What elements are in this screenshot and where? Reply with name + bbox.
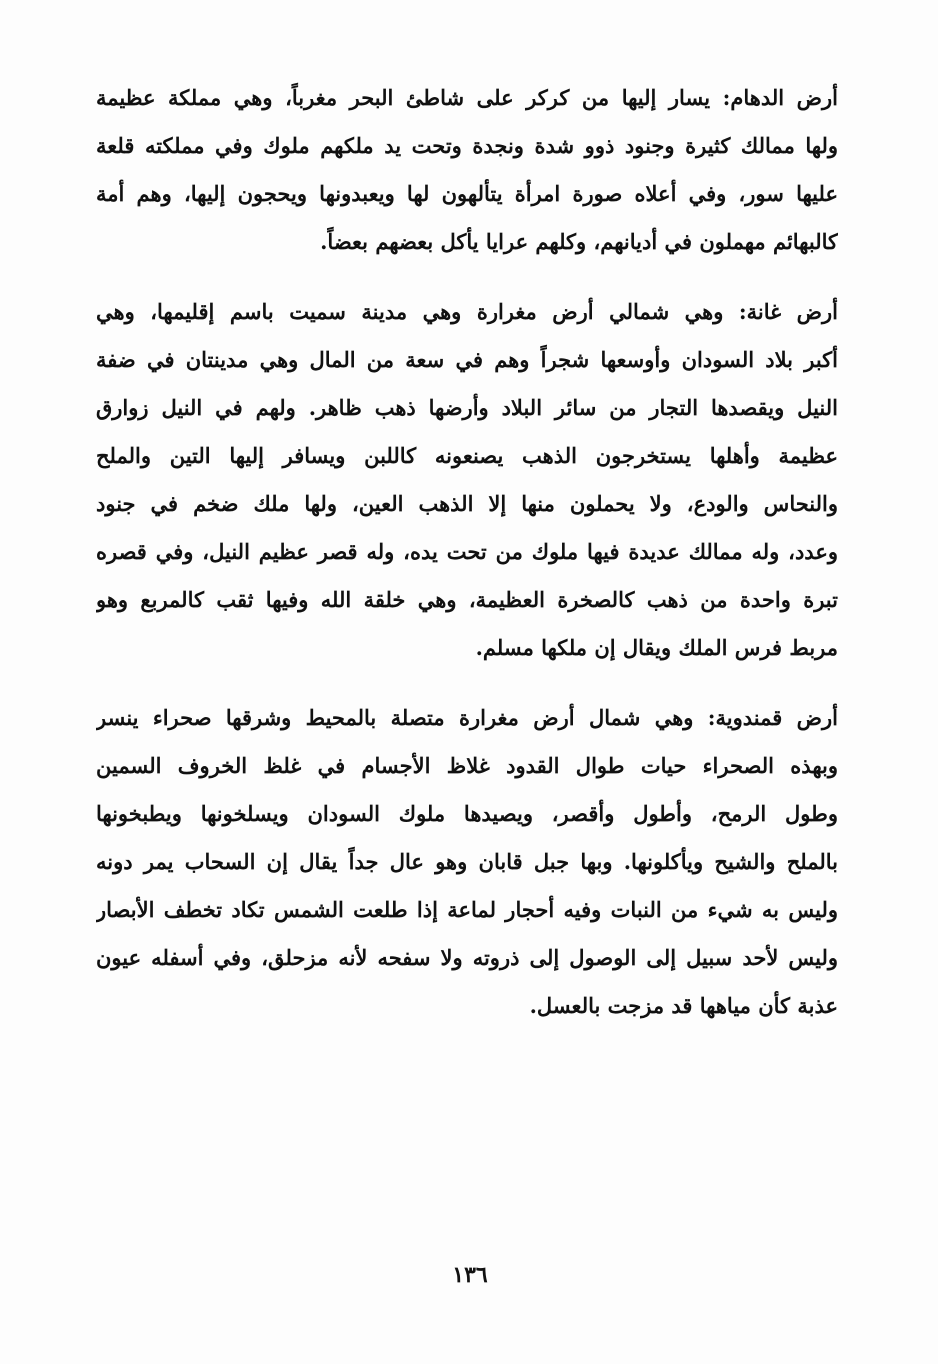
text-line: والنحاس والودع، ولا يحملون منها إلا الذهب العين، ولها ملك ضخم في جنود [96,491,838,516]
text-line: ولها ممالك كثيرة وجنود ذوو شدة ونجدة وتحت يد ملكهم ملوك وفي مملكته قلعة [96,133,838,158]
text-line: أرض الدهام: يسار إليها من كركر على شاطئ البحر مغرباً، وهي مملكة عظيمة [96,85,838,110]
text-line: أرض قمندوية: وهي شمال أرض مغرارة متصلة بالمحيط وشرقها صحراء ينسر [96,705,838,730]
paragraph-ghana [96,288,838,672]
text-line: وبهذه الصحراء حيات طوال القدود غلاظ الأجسام في غلظ الخروف السمين [96,753,838,778]
text-line: وليس به شيء من النبات وفيه أحجار لماعة إذا طلعت الشمس تكاد تخطف الأبصار [96,897,838,922]
text-line: عذبة كأن مياهها قد مزجت بالعسل. [529,993,838,1018]
text-line: أرض غانة: وهي شمالي أرض مغرارة وهي مدينة سميت باسم إقليمها، وهي [96,299,838,324]
text-line: عليها سور، وفي أعلاه صورة امرأة يتألهون لها ويعبدونها ويحجون إليها، وهم أمة [96,181,838,206]
text-line: النيل ويقصدها التجار من سائر البلاد وأرضها ذهب ظاهر. ولهم في النيل زوارق [96,395,838,420]
text-line: وطول الرمح، وأطول وأقصر، ويصيدها ملوك السودان ويسلخونها ويطبخونها [96,801,838,826]
text-line: وليس لأحد سبيل إلى الوصول إلى ذروته ولا سفحه لأنه مزحلق، وفي أسفله عيون [96,945,838,970]
text-line: مربط فرس الملك ويقال إن ملكها مسلم. [475,635,838,660]
text-line: بالملح والشيح ويأكلونها. وبها جبل قابان وهو عال جداً يقال إن السحاب يمر دونه [96,849,838,874]
text-line: كالبهائم مهملون في أديانهم، وكلهم عرايا يأكل بعضهم بعضاً. [320,229,838,254]
text-line: تبرة واحدة من ذهب كالصخرة العظيمة، وهي خلقة الله وفيها ثقب كالمربع وهو [96,587,838,612]
paragraph-qamnduwiya [96,694,838,1030]
page-number: ١٣٦ [452,1262,488,1288]
text-line: عظيمة وأهلها يستخرجون الذهب يصنعونه كاللبن ويسافر إليها التين والملح [96,443,838,468]
text-line: وعدد، وله ممالك عديدة فيها ملوك من تحت يده، وله قصر عظيم النيل، وفي قصره [96,539,838,564]
text-line: أكبر بلاد السودان وأوسعها شجراً وهم في سعة من المال وهي مدينتان في ضفة [96,347,838,372]
page-body [96,74,838,1052]
paragraph-dahham [96,74,838,266]
